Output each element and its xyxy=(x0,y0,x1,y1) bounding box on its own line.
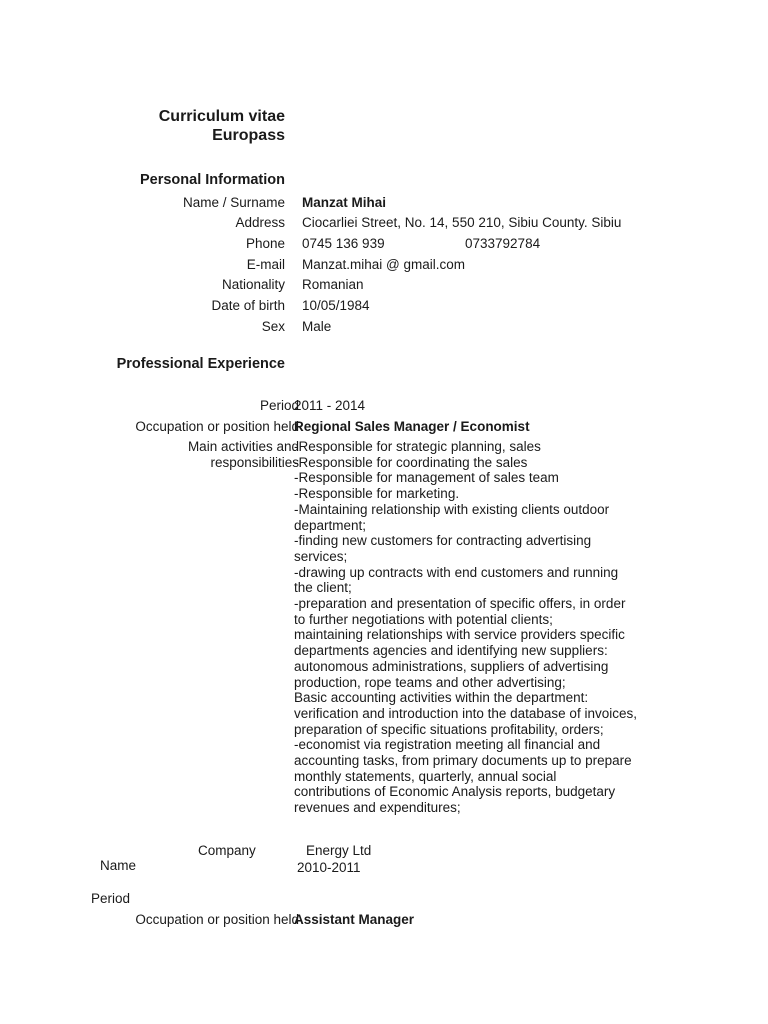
job2-occupation-value: Assistant Manager xyxy=(294,912,415,927)
job2-period-value: 2010-2011 xyxy=(297,860,361,875)
job2-company-value: Energy Ltd xyxy=(306,843,372,858)
phone-value-1: 0745 136 939 xyxy=(302,236,385,251)
job2-period-label: Period xyxy=(91,891,131,906)
activity-line: -Maintaining relationship with existing clients outdoor xyxy=(294,501,610,517)
activity-line: the client; xyxy=(294,580,352,596)
name-value: Manzat Mihai xyxy=(302,195,387,210)
email-label: E-mail xyxy=(246,257,285,272)
activity-line: production, rope teams and other advertising; xyxy=(294,674,566,690)
activity-line: -Responsible for coordinating the sales xyxy=(294,454,528,470)
nationality-value: Romanian xyxy=(302,277,364,292)
personal-info-heading: Personal Information xyxy=(139,172,285,188)
job2-name-label: Name xyxy=(100,858,137,873)
activity-line: contributions of Economic Analysis reports, budgetary xyxy=(294,784,616,800)
activity-line: -finding new customers for contracting advertising xyxy=(294,533,592,549)
address-value: Ciocarliei Street, No. 14, 550 210, Sibiu County. Sibiu xyxy=(302,215,622,230)
job1-occupation-value: Regional Sales Manager / Economist xyxy=(294,419,530,434)
phone-value-2: 0733792784 xyxy=(465,236,541,251)
activity-line: -preparation and presentation of specific offers, in order xyxy=(294,596,626,612)
email-value: Manzat.mihai @ gmail.com xyxy=(302,257,466,272)
activity-line: monthly statements, quarterly, annual social xyxy=(294,768,557,784)
dob-value: 10/05/1984 xyxy=(302,298,370,313)
job1-activities-label xyxy=(188,439,299,470)
activity-line: -Responsible for strategic planning, sales xyxy=(294,439,541,454)
job2-company-label: Company xyxy=(198,843,256,858)
activity-line: -Responsible for marketing. xyxy=(294,486,460,502)
cv-title-line2: Europass xyxy=(212,127,285,144)
job1-occupation-label: Occupation or position held xyxy=(135,419,299,434)
phone-label: Phone xyxy=(245,236,285,251)
activity-line: services; xyxy=(294,548,348,564)
activity-line: -Responsible for management of sales team xyxy=(294,470,559,486)
address-label: Address xyxy=(235,215,285,230)
activity-line: maintaining relationships with service providers specific xyxy=(294,627,625,643)
activity-line: -drawing up contracts with end customers and running xyxy=(294,564,619,580)
activity-line: Basic accounting activities within the department: xyxy=(294,690,589,706)
sex-value: Male xyxy=(302,319,332,334)
job1-period-label: Period xyxy=(259,398,299,413)
name-label: Name / Surname xyxy=(182,195,285,210)
activity-line: departments agencies and identifying new suppliers: xyxy=(294,643,608,659)
activity-line: to further negotiations with potential clients; xyxy=(294,611,553,627)
activity-line: department; xyxy=(294,517,367,533)
cv-title-line1: Curriculum vitae xyxy=(158,108,285,125)
job1-activities-list xyxy=(294,439,674,816)
job1-activities-label-line1: Main activities and xyxy=(187,439,299,454)
activity-line: verification and introduction into the database of invoices, xyxy=(294,705,637,721)
job1-activities-label-line2: responsibilities xyxy=(210,454,299,470)
sex-label: Sex xyxy=(261,319,285,334)
cv-title xyxy=(159,107,285,145)
dob-label: Date of birth xyxy=(211,298,285,313)
nationality-label: Nationality xyxy=(221,277,285,292)
activity-line: revenues and expenditures; xyxy=(294,800,461,816)
activity-line: preparation of specific situations profitability, orders; xyxy=(294,721,604,737)
activity-line: -economist via registration meeting all financial and xyxy=(294,737,601,753)
job1-period-value: 2011 - 2014 xyxy=(294,398,366,413)
job2-occupation-label: Occupation or position held xyxy=(135,912,299,927)
experience-heading: Professional Experience xyxy=(116,356,285,372)
activity-line: accounting tasks, from primary documents up to prepare xyxy=(294,753,632,769)
activity-line: autonomous administrations, suppliers of advertising xyxy=(294,658,609,674)
